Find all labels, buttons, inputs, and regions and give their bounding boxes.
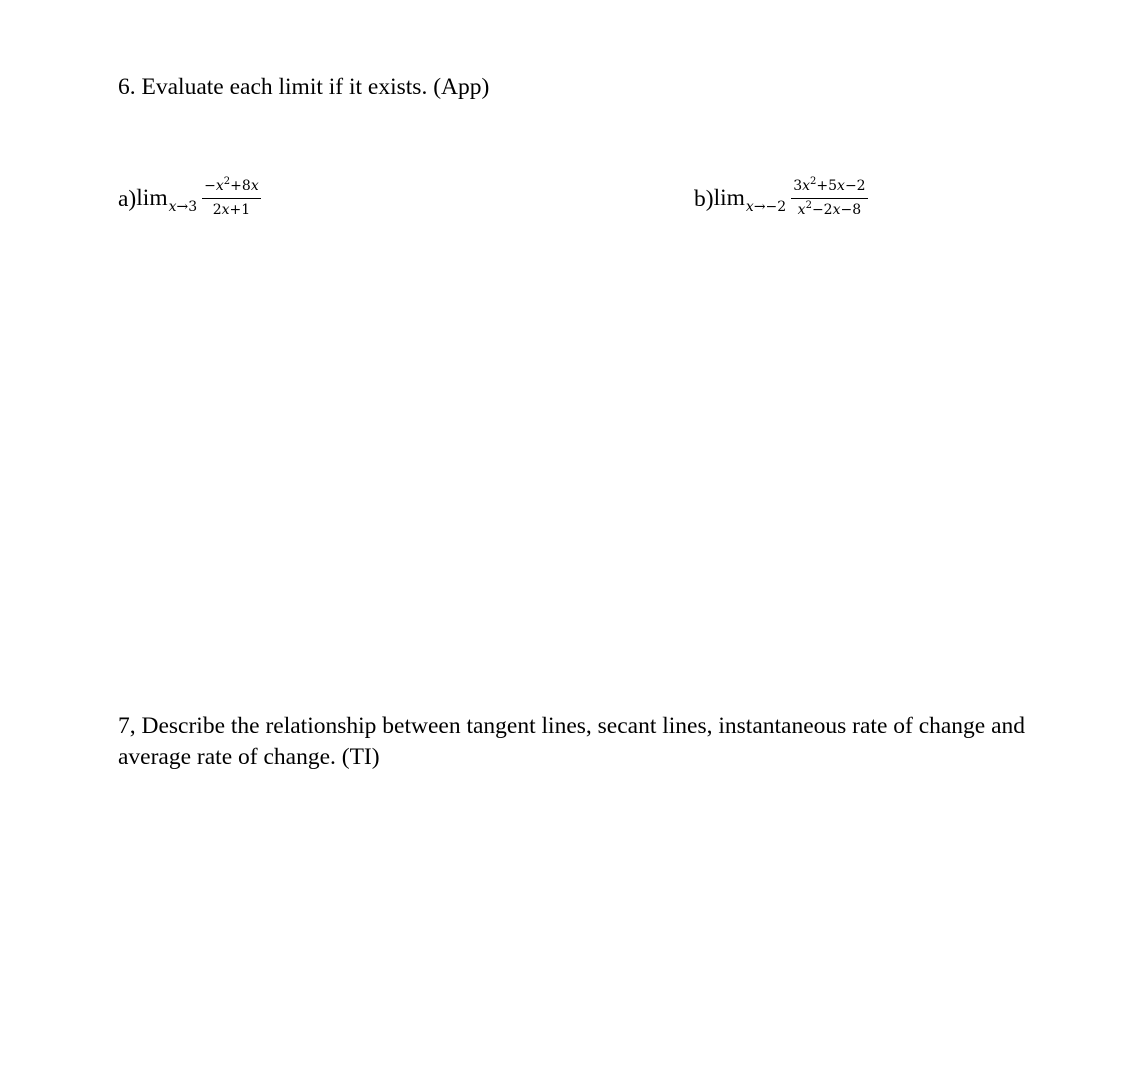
limit-a-numerator bbox=[202, 178, 261, 199]
limit-b bbox=[694, 178, 868, 219]
limit-b-den-var1: x bbox=[797, 202, 806, 218]
limit-b-denominator bbox=[796, 199, 863, 219]
limit-b-label: b) bbox=[694, 185, 714, 212]
limit-a-den-var: x bbox=[221, 202, 230, 218]
limit-b-num-coef: 3 bbox=[793, 178, 803, 194]
limit-b-num-exp: 2 bbox=[810, 176, 817, 187]
limit-b-num-post: −2 bbox=[844, 178, 866, 194]
limit-a-den-coef: 2 bbox=[212, 202, 222, 218]
limit-a-sub-arrow: →3 bbox=[176, 198, 198, 215]
limit-a-num-mid: +8 bbox=[230, 178, 251, 194]
limit-b-fraction bbox=[791, 178, 867, 219]
question-7-text: 7, Describe the relationship between tangent lines, secant lines, instantaneous rate of change and average rate of change. (TI) bbox=[118, 713, 1026, 770]
limit-b-num-var1: x bbox=[802, 178, 811, 194]
limit-a-num-sign: − bbox=[204, 178, 216, 194]
limit-a bbox=[118, 178, 261, 219]
limit-b-den-mid: −2 bbox=[811, 202, 833, 218]
limit-a-denominator bbox=[211, 199, 252, 219]
limit-a-lim: lim bbox=[136, 185, 168, 211]
limit-b-num-mid: +5 bbox=[816, 178, 838, 194]
limit-a-num-exp: 2 bbox=[223, 176, 231, 187]
limit-b-lim: lim bbox=[713, 185, 745, 211]
limit-b-sub-var: x bbox=[745, 198, 754, 215]
limit-a-label: a) bbox=[118, 185, 137, 212]
limit-a-num-var2: x bbox=[250, 178, 259, 194]
limit-b-numerator bbox=[791, 178, 867, 199]
limit-a-fraction bbox=[202, 178, 261, 219]
question-6-heading: 6. Evaluate each limit if it exists. (App) bbox=[118, 74, 490, 100]
limit-a-num-var1: x bbox=[215, 178, 224, 194]
limit-a-den-post: +1 bbox=[229, 202, 251, 218]
limit-b-den-exp: 2 bbox=[805, 200, 812, 211]
limit-a-sub-var: x bbox=[168, 198, 177, 215]
limit-a-subscript bbox=[169, 199, 198, 215]
limit-b-sub-arrow: →−2 bbox=[753, 198, 787, 215]
limit-b-subscript bbox=[746, 199, 786, 215]
limit-b-den-post: −8 bbox=[840, 202, 862, 218]
limit-b-den-var2: x bbox=[832, 202, 841, 218]
limit-b-num-var2: x bbox=[837, 178, 845, 194]
